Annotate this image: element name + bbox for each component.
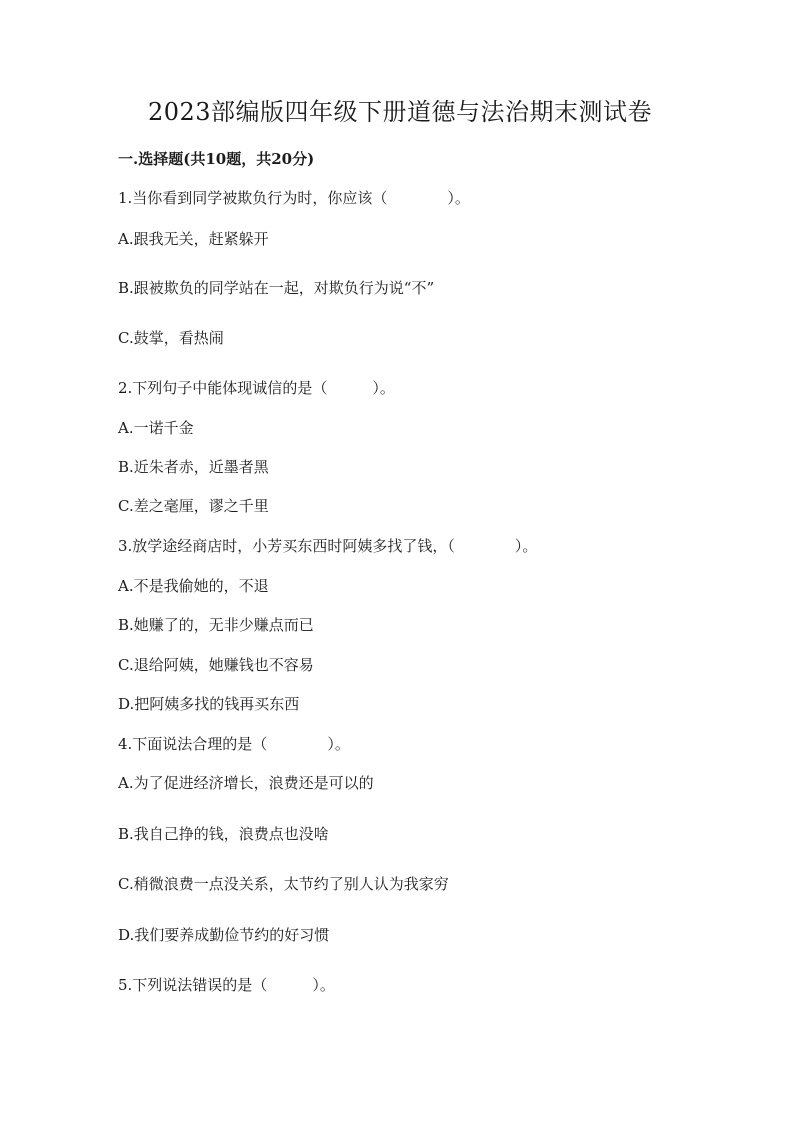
question-4-option-b: B.我自己挣的钱，浪费点也没啥 xyxy=(118,825,329,843)
page-title: 2023部编版四年级下册道德与法治期末测试卷 xyxy=(147,98,653,126)
question-3-option-c: C.退给阿姨，她赚钱也不容易 xyxy=(118,656,314,674)
question-3-option-d: D.把阿姨多找的钱再买东西 xyxy=(118,695,300,713)
question-4-option-d: D.我们要养成勤俭节约的好习惯 xyxy=(118,926,330,944)
question-4-stem: 4.下面说法合理的是（ ）。 xyxy=(118,735,350,753)
question-5-stem: 5.下列说法错误的是（ ）。 xyxy=(118,976,335,994)
question-1-stem: 1.当你看到同学被欺负行为时，你应该（ ）。 xyxy=(118,189,470,207)
question-3-option-a: A.不是我偷她的，不退 xyxy=(118,577,269,595)
question-2-option-a: A.一诺千金 xyxy=(118,419,194,437)
section-heading: 一.选择题(共10题，共20分) xyxy=(118,150,315,168)
question-1-option-c: C.鼓掌，看热闹 xyxy=(118,329,224,347)
question-2-stem: 2.下列句子中能体现诚信的是（ ）。 xyxy=(118,379,395,397)
question-4-option-a: A.为了促进经济增长，浪费还是可以的 xyxy=(118,774,374,792)
question-2-option-b: B.近朱者赤，近墨者黑 xyxy=(118,458,269,476)
question-3-stem: 3.放学途经商店时，小芳买东西时阿姨多找了钱，（ ）。 xyxy=(118,537,538,555)
question-4-option-c: C.稍微浪费一点没关系，太节约了别人认为我家穷 xyxy=(118,875,449,893)
question-1-option-a: A.跟我无关，赶紧躲开 xyxy=(118,230,269,248)
question-2-option-c: C.差之毫厘，谬之千里 xyxy=(118,497,269,515)
question-3-option-b: B.她赚了的，无非少赚点而已 xyxy=(118,616,314,634)
question-1-option-b: B.跟被欺负的同学站在一起，对欺负行为说“不” xyxy=(118,279,435,297)
